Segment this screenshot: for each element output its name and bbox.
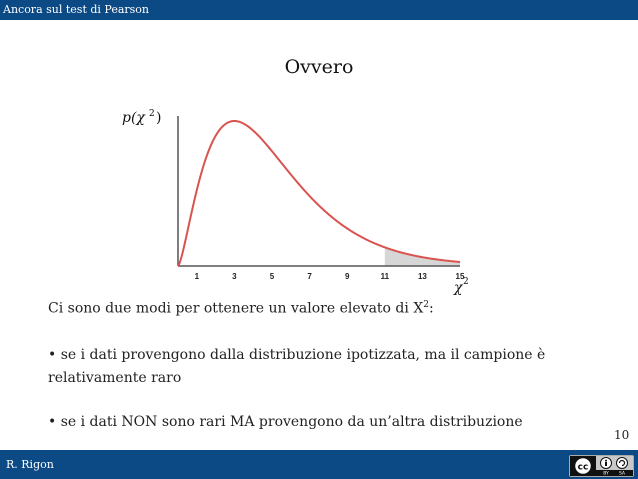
y-axis-label: p(χ bbox=[122, 110, 145, 126]
y-axis-label-sup: 2 bbox=[149, 109, 155, 119]
x-tick-label: 11 bbox=[380, 272, 390, 281]
cc-license-icon bbox=[570, 456, 633, 476]
chi-square-chart bbox=[110, 100, 490, 295]
svg-text:BY: BY bbox=[603, 471, 609, 476]
density-curve bbox=[178, 121, 460, 266]
y-axis-label-close: ) bbox=[156, 110, 162, 126]
x-tick-label: 1 bbox=[194, 272, 200, 281]
x-tick-label: 7 bbox=[307, 272, 312, 281]
intro-line: Ci sono due modi per ottenere un valore elevato di $X^2$: bbox=[48, 300, 434, 317]
page-number: 10 bbox=[614, 428, 630, 442]
slide-header-bar bbox=[0, 0, 638, 20]
x-axis-label: χ bbox=[454, 280, 463, 295]
section-title: Ancora sul test di Pearson bbox=[3, 3, 150, 16]
author-name: R. Rigon bbox=[6, 458, 54, 471]
cc-license-badge bbox=[569, 455, 634, 477]
slide-title: Ovvero bbox=[284, 56, 354, 78]
x-tick-label: 13 bbox=[417, 272, 427, 281]
x-axis-label-sup: 2 bbox=[463, 277, 469, 287]
x-tick-label: 15 bbox=[455, 272, 465, 281]
x-tick-label: 5 bbox=[269, 272, 275, 281]
svg-text:cc: cc bbox=[577, 462, 589, 473]
svg-text:SA: SA bbox=[618, 471, 626, 476]
bullet-item-1: • se i dati provengono dalla distribuzione ipotizzata, ma il campione è bbox=[48, 347, 546, 363]
x-tick-label: 3 bbox=[232, 272, 237, 281]
x-tick-label: 9 bbox=[344, 272, 350, 281]
slide-footer-bar bbox=[0, 450, 638, 479]
bullet-item-2: • se i dati NON sono rari MA provengono da un’altra distribuzione bbox=[48, 414, 523, 430]
bullet-item-1-continuation: relativamente raro bbox=[48, 370, 182, 386]
